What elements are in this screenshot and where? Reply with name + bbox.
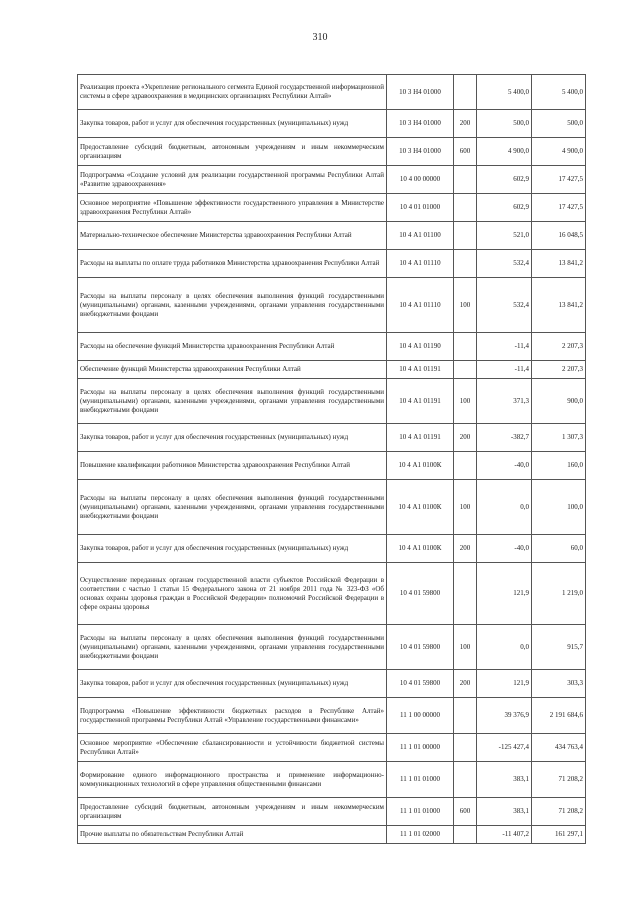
- row-code: 10 4 01 59800: [387, 563, 454, 625]
- row-value-change: 532,4: [477, 250, 532, 278]
- table-row: [78, 670, 586, 698]
- row-name: Закупка товаров, работ и услуг для обеспечения государственных (муниципальных) нужд: [78, 424, 387, 452]
- row-type: 200: [454, 424, 477, 452]
- row-type: [454, 166, 477, 194]
- row-value-change: 602,9: [477, 166, 532, 194]
- page-number: 310: [312, 32, 328, 43]
- row-type: [454, 361, 477, 379]
- row-value-change: -11 407,2: [477, 826, 532, 844]
- row-type: [454, 222, 477, 250]
- table-row: [78, 75, 586, 110]
- row-code: 11 1 01 02000: [387, 826, 454, 844]
- table-row: [78, 361, 586, 379]
- row-value-total: 5 400,0: [532, 75, 586, 110]
- row-code: 10 4 А1 01191: [387, 361, 454, 379]
- row-value-change: 0,0: [477, 625, 532, 670]
- row-type: [454, 75, 477, 110]
- row-value-change: 121,9: [477, 563, 532, 625]
- row-name: Расходы на выплаты персоналу в целях обеспечения выполнения функций государственными (муниципальными) органами, казенными учреждениями, органами управления государственными внебюджетными фондами: [78, 379, 387, 424]
- row-value-total: 71 208,2: [532, 762, 586, 798]
- row-value-total: 2 207,3: [532, 333, 586, 361]
- row-value-change: -40,0: [477, 535, 532, 563]
- row-value-total: 2 191 684,6: [532, 698, 586, 734]
- row-value-change: -382,7: [477, 424, 532, 452]
- row-name: Закупка товаров, работ и услуг для обеспечения государственных (муниципальных) нужд: [78, 670, 387, 698]
- row-value-change: 371,3: [477, 379, 532, 424]
- row-code: 11 1 01 01000: [387, 762, 454, 798]
- row-value-change: 602,9: [477, 194, 532, 222]
- row-type: [454, 333, 477, 361]
- row-value-total: 1 307,3: [532, 424, 586, 452]
- row-value-change: 39 376,9: [477, 698, 532, 734]
- table-row: [78, 194, 586, 222]
- row-code: 10 4 01 01000: [387, 194, 454, 222]
- row-type: [454, 826, 477, 844]
- row-value-change: -11,4: [477, 361, 532, 379]
- row-name: Обеспечение функций Министерства здравоохранения Республики Алтай: [78, 361, 387, 379]
- table-row: [78, 826, 586, 844]
- row-type: [454, 563, 477, 625]
- table-row: [78, 798, 586, 826]
- row-name: Закупка товаров, работ и услуг для обеспечения государственных (муниципальных) нужд: [78, 110, 387, 138]
- table-row: [78, 535, 586, 563]
- row-name: Формирование единого информационного пространства и применение информационно-коммуникационных технологий в сфере управления общественными финансами: [78, 762, 387, 798]
- row-value-change: 500,0: [477, 110, 532, 138]
- row-code: 10 3 Н4 01000: [387, 138, 454, 166]
- row-code: 10 4 00 00000: [387, 166, 454, 194]
- row-type: 600: [454, 138, 477, 166]
- table-row: [78, 424, 586, 452]
- row-type: [454, 698, 477, 734]
- row-code: 10 3 Н4 01000: [387, 75, 454, 110]
- row-code: 11 1 01 00000: [387, 734, 454, 762]
- row-name: Расходы на выплаты персоналу в целях обеспечения выполнения функций государственными (муниципальными) органами, казенными учреждениями, органами управления государственными внебюджетными фондами: [78, 625, 387, 670]
- row-value-total: 1 219,0: [532, 563, 586, 625]
- row-value-total: 500,0: [532, 110, 586, 138]
- row-name: Повышение квалификации работников Министерства здравоохранения Республики Алтай: [78, 452, 387, 480]
- row-value-change: -11,4: [477, 333, 532, 361]
- row-name: Расходы на выплаты по оплате труда работников Министерства здравоохранения Республики Алтай: [78, 250, 387, 278]
- row-name: Закупка товаров, работ и услуг для обеспечения государственных (муниципальных) нужд: [78, 535, 387, 563]
- row-value-total: 13 841,2: [532, 278, 586, 333]
- row-code: 10 4 А1 0100К: [387, 535, 454, 563]
- row-type: 100: [454, 480, 477, 535]
- row-code: 10 4 А1 0100К: [387, 452, 454, 480]
- row-code: 10 4 А1 01190: [387, 333, 454, 361]
- row-value-total: 16 048,5: [532, 222, 586, 250]
- row-value-change: 121,9: [477, 670, 532, 698]
- table-row: [78, 278, 586, 333]
- table-row: [78, 333, 586, 361]
- row-type: [454, 250, 477, 278]
- row-name: Подпрограмма «Повышение эффективности бюджетных расходов в Республике Алтай» государственной программы Республики Алтай «Управление государственными финансами»: [78, 698, 387, 734]
- row-name: Предоставление субсидий бюджетным, автономным учреждениям и иным некоммерческим организациям: [78, 798, 387, 826]
- row-code: 10 4 А1 01110: [387, 250, 454, 278]
- row-code: 10 4 01 59800: [387, 625, 454, 670]
- row-value-change: 0,0: [477, 480, 532, 535]
- row-value-total: 900,0: [532, 379, 586, 424]
- table-row: [78, 625, 586, 670]
- row-value-change: 532,4: [477, 278, 532, 333]
- row-code: 10 4 А1 01100: [387, 222, 454, 250]
- row-name: Расходы на обеспечение функций Министерства здравоохранения Республики Алтай: [78, 333, 387, 361]
- row-name: Предоставление субсидий бюджетным, автономным учреждениям и иным некоммерческим организациям: [78, 138, 387, 166]
- row-value-change: 4 900,0: [477, 138, 532, 166]
- row-type: [454, 734, 477, 762]
- table-row: [78, 110, 586, 138]
- row-code: 10 4 А1 01191: [387, 379, 454, 424]
- row-value-total: 4 900,0: [532, 138, 586, 166]
- row-value-total: 17 427,5: [532, 194, 586, 222]
- table-row: [78, 480, 586, 535]
- row-name: Материально-техническое обеспечение Министерства здравоохранения Республики Алтай: [78, 222, 387, 250]
- row-type: [454, 194, 477, 222]
- row-type: 100: [454, 379, 477, 424]
- row-name: Расходы на выплаты персоналу в целях обеспечения выполнения функций государственными (муниципальными) органами, казенными учреждениями, органами управления государственными внебюджетными фондами: [78, 278, 387, 333]
- row-value-change: 383,1: [477, 798, 532, 826]
- table-row: [78, 698, 586, 734]
- row-name: Реализация проекта «Укрепление регионального сегмента Единой государственной информационной системы в сфере здравоохранения в медицинских организациях Республики Алтай»: [78, 75, 387, 110]
- row-type: 100: [454, 625, 477, 670]
- row-type: 200: [454, 670, 477, 698]
- table-row: [78, 563, 586, 625]
- row-name: Подпрограмма «Создание условий для реализации государственной программы Республики Алтай «Развитие здравоохранения»: [78, 166, 387, 194]
- row-value-total: 915,7: [532, 625, 586, 670]
- row-value-change: 383,1: [477, 762, 532, 798]
- row-value-total: 2 207,3: [532, 361, 586, 379]
- row-value-total: 71 208,2: [532, 798, 586, 826]
- row-type: 100: [454, 278, 477, 333]
- table-row: [78, 222, 586, 250]
- row-value-change: 521,0: [477, 222, 532, 250]
- row-value-change: -125 427,4: [477, 734, 532, 762]
- row-type: 200: [454, 110, 477, 138]
- row-name: Прочие выплаты по обязательствам Республики Алтай: [78, 826, 387, 844]
- row-code: 11 1 00 00000: [387, 698, 454, 734]
- row-value-total: 13 841,2: [532, 250, 586, 278]
- row-code: 10 3 Н4 01000: [387, 110, 454, 138]
- row-value-total: 434 763,4: [532, 734, 586, 762]
- table-row: [78, 762, 586, 798]
- row-code: 10 4 А1 01110: [387, 278, 454, 333]
- table-row: [78, 734, 586, 762]
- row-code: 10 4 А1 0100К: [387, 480, 454, 535]
- row-value-total: 100,0: [532, 480, 586, 535]
- budget-table: [77, 74, 586, 844]
- table-row: [78, 166, 586, 194]
- row-value-change: 5 400,0: [477, 75, 532, 110]
- row-code: 10 4 А1 01191: [387, 424, 454, 452]
- row-code: 10 4 01 59800: [387, 670, 454, 698]
- row-code: 11 1 01 01000: [387, 798, 454, 826]
- row-name: Основное мероприятие «Повышение эффективности государственного управления в Министерстве здравоохранения Республики Алтай»: [78, 194, 387, 222]
- table-row: [78, 452, 586, 480]
- row-type: 600: [454, 798, 477, 826]
- row-name: Расходы на выплаты персоналу в целях обеспечения выполнения функций государственными (муниципальными) органами, казенными учреждениями, органами управления государственными внебюджетными фондами: [78, 480, 387, 535]
- row-type: [454, 762, 477, 798]
- budget-table-body: [78, 75, 586, 844]
- row-type: 200: [454, 535, 477, 563]
- row-name: Осуществление переданных органам государственной власти субъектов Российской Федерации в соответствии с частью 1 статьи 15 Федерального закона от 21 ноября 2011 года № 323-ФЗ «Об основах охраны здоровья граждан в Российской Федерации» полномочий Российской Федерации в сфере охраны здоровья: [78, 563, 387, 625]
- table-row: [78, 379, 586, 424]
- row-value-total: 160,0: [532, 452, 586, 480]
- table-row: [78, 138, 586, 166]
- row-value-total: 60,0: [532, 535, 586, 563]
- row-value-total: 17 427,5: [532, 166, 586, 194]
- row-name: Основное мероприятие «Обеспечение сбалансированности и устойчивости бюджетной системы Республики Алтай»: [78, 734, 387, 762]
- row-value-total: 161 297,1: [532, 826, 586, 844]
- row-value-total: 303,3: [532, 670, 586, 698]
- table-row: [78, 250, 586, 278]
- row-type: [454, 452, 477, 480]
- row-value-change: -40,0: [477, 452, 532, 480]
